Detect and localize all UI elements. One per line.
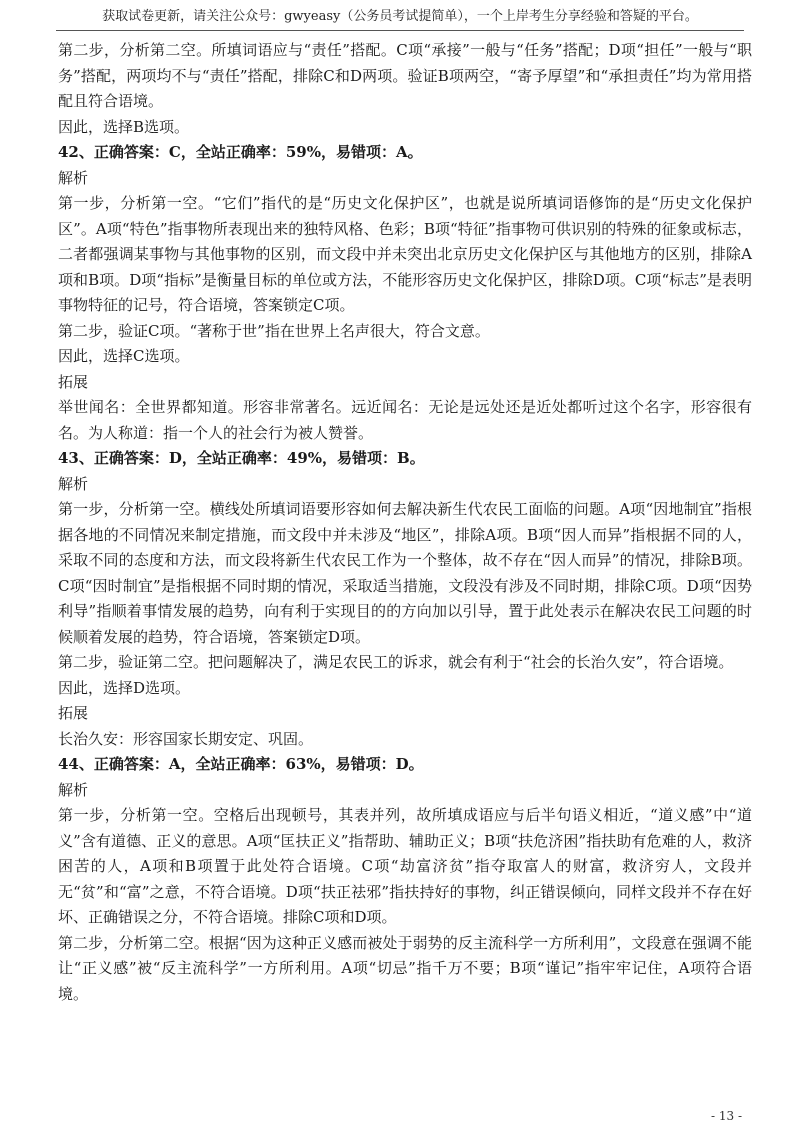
- paragraph: 第二步，验证第二空。把问题解决了，满足农民工的诉求，就会有利于“社会的长治久安”，符合语境。: [58, 653, 734, 671]
- question-answer-line: 44、正确答案：A，全站正确率：63%，易错项：D。: [58, 755, 424, 773]
- paragraph: 第一步，分析第一空。横线处所填词语要形容如何去解决新生代农民工面临的问题。A项“因地制宜”指根据各地的不同情况来制定措施，而文段中并未涉及“地区”，排除A项。B项“因人而异”指根据不同的人，采取不同的态度和方法，而文段将新生代农民工作为一个整体，故不存在“因人而异”的情况，排除B项。C项“因时制宜”是指根据不同时期的情况，采取适当措施，文段没有涉及不同时期，排除C项。D项“因势利导”指顺着事情发展的趋势，向有利于实现目的的方向加以引导，置于此处表示在解决农民工问题的时候顺着发展的趋势，符合语境，答案锁定D项。: [58, 500, 752, 646]
- paragraph: 举世闻名：全世界都知道。形容非常著名。远近闻名：无论是远处还是近处都听过这个名字，形容很有名。为人称道：指一个人的社会行为被人赞誉。: [58, 398, 752, 442]
- section-label: 解析: [58, 474, 89, 493]
- paragraph: 因此，选择B选项。: [58, 117, 190, 136]
- paragraph: 因此，选择C选项。: [58, 347, 190, 365]
- paragraph: 第二步，分析第二空。所填词语应与“责任”搭配。C项“承接”一般与“任务”搭配；D项“担任”一般与“职务”搭配，两项均不与“责任”搭配，排除C和D两项。验证B项两空，“寄予厚望”和“承担责任”均为常用搭配且符合语境。: [58, 41, 752, 110]
- section-label: 解析: [58, 780, 89, 799]
- paragraph: 第二步，分析第二空。根据“因为这种正义感而被处于弱势的反主流科学一方所利用”，文段意在强调不能让“正义感”被“反主流科学”一方所利用。A项“切忌”指千万不要；B项“谨记”指牢牢记住，A项符合语境。: [58, 933, 752, 1003]
- question-answer-line: 43、正确答案：D，全站正确率：49%，易错项：B。: [58, 449, 425, 467]
- paragraph: 第一步，分析第一空。空格后出现顿号，其表并列，故所填成语应与后半句语义相近，“道义感”中“道义”含有道德、正义的意思。A项“匡扶正义”指帮助、辅助正义；B项“扶危济困”指扶助有危难的人，救济困苦的人，A项和B项置于此处符合语境。C项“劫富济贫”指夺取富人的财富，救济穷人，文段并无“贫”和“富”之意，不符合语境。D项“扶正祛邪”指扶持好的事物，纠正错误倾向，同样文段并不存在好坏、正确错误之分，不符合语境。排除C项和D项。: [58, 806, 752, 926]
- question-answer-line: 42、正确答案：C，全站正确率：59%，易错项：A。: [58, 143, 423, 161]
- page-header: 获取试卷更新，请关注公众号：gwyeasy（公务员考试提简单），一个上岸考生分享经验和答疑的平台。: [56, 6, 744, 31]
- section-label: 拓展: [58, 704, 89, 722]
- paragraph: 因此，选择D选项。: [58, 678, 191, 697]
- paragraph: 第一步，分析第一空。“它们”指代的是“历史文化保护区”，也就是说所填词语修饰的是“历史文化保护区”。A项“特色”指事物所表现出来的独特风格、色彩；B项“特征”指事物可供识别的特殊的征象或标志，二者都强调某事物与其他事物的区别，而文段中并未突出北京历史文化保护区与其他地方的区别，排除A项和B项。D项“指标”是衡量目标的单位或方法，不能形容历史文化保护区，排除D项。C项“标志”是表明事物特征的记号，符合语境，答案锁定C项。: [58, 194, 752, 314]
- paragraph: 第二步，验证C项。“著称于世”指在世界上名声很大，符合文意。: [58, 321, 490, 340]
- page-number: - 13 -: [710, 1109, 742, 1123]
- section-label: 拓展: [58, 372, 89, 391]
- section-label: 解析: [58, 168, 89, 187]
- document-body: [58, 38, 752, 1007]
- paragraph: 长治久安：形容国家长期安定、巩固。: [58, 729, 314, 748]
